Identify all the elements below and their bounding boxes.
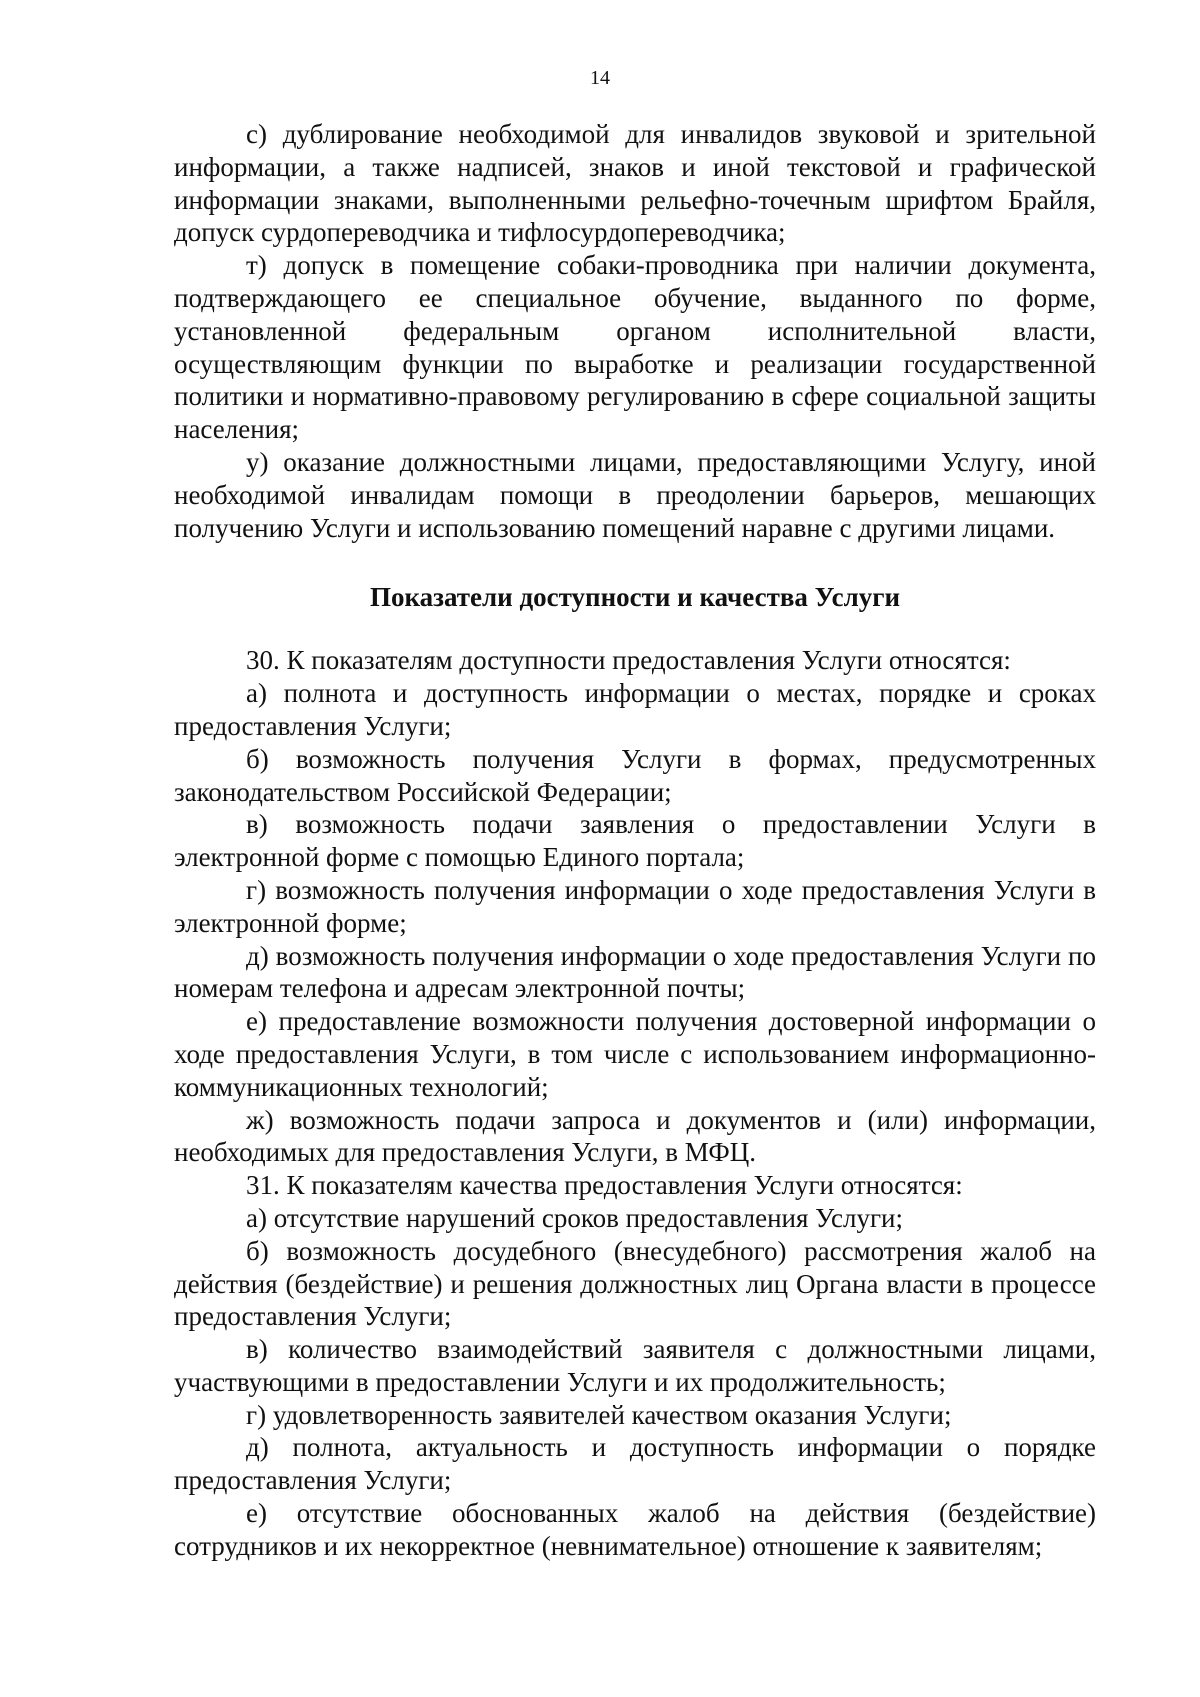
paragraph-31: 31. К показателям качества предоставления Услуги относятся:	[246, 1170, 963, 1201]
paragraph-31-a: а) отсутствие нарушений сроков предоставления Услуги;	[246, 1202, 904, 1233]
page-number: 14	[590, 67, 610, 89]
paragraph-31-d: д) полнота, актуальность и доступность информации о порядке предоставления Услуги;	[174, 1432, 1096, 1496]
paragraph-u: у) оказание должностными лицами, предоставляющими Услугу, иной необходимой инвалидам помощи в преодолении барьеров, мешающих получению Услуги и использованию помещений наравне с другими лицами.	[174, 446, 1096, 543]
document-body	[174, 118, 1096, 1563]
paragraph-30-v: в) возможность подачи заявления о предоставлении Услуги в электронной форме с помощью Единого портала;	[174, 809, 1096, 873]
paragraph-30-d: д) возможность получения информации о ходе предоставления Услуги по номерам телефона и адресам электронной почты;	[174, 940, 1096, 1004]
paragraph-30-b: б) возможность получения Услуги в формах, предусмотренных законодательством Российской Федерации;	[174, 743, 1096, 807]
paragraph-s: с) дублирование необходимой для инвалидов звуковой и зрительной информации, а также надписей, знаков и иной текстовой и графической информации знаками, выполненными рельефно-точечным шрифтом Брайля, допуск сурдопереводчика и тифлосурдопереводчика;	[174, 119, 1096, 248]
paragraph-30-e: е) предоставление возможности получения достоверной информации о ходе предоставления Услуги, в том числе с использованием информационно-коммуникационных технологий;	[174, 1006, 1096, 1102]
paragraph-30-zh: ж) возможность подачи запроса и документов и (или) информации, необходимых для предоставления Услуги, в МФЦ.	[174, 1104, 1096, 1168]
paragraph-31-e: е) отсутствие обоснованных жалоб на действия (бездействие) сотрудников и их некорректное (невнимательное) отношение к заявителям;	[174, 1498, 1096, 1561]
paragraph-31-v: в) количество взаимодействий заявителя с должностными лицами, участвующими в предоставлении Услуги и их продолжительность;	[174, 1334, 1096, 1397]
paragraph-30: 30. К показателям доступности предоставления Услуги относятся:	[246, 645, 1011, 676]
paragraph-30-a: а) полнота и доступность информации о местах, порядке и сроках предоставления Услуги;	[174, 678, 1096, 741]
paragraph-31-b: б) возможность досудебного (внесудебного) рассмотрения жалоб на действия (бездействие) и решения должностных лиц Органа власти в процессе предоставления Услуги;	[174, 1235, 1096, 1332]
section-heading: Показатели доступности и качества Услуги	[369, 582, 901, 613]
paragraph-30-g: г) возможность получения информации о ходе предоставления Услуги в электронной форме;	[174, 874, 1096, 938]
paragraph-t: т) допуск в помещение собаки-проводника при наличии документа, подтверждающего ее специальное обучение, выданного по форме, установленной федеральным органом исполнительной власти, осуществляющим функции по выработке и реализации государственной политики и нормативно-правовому регулированию в сфере социальной защиты населения;	[174, 250, 1096, 445]
paragraph-31-g: г) удовлетворенность заявителей качеством оказания Услуги;	[246, 1399, 952, 1430]
